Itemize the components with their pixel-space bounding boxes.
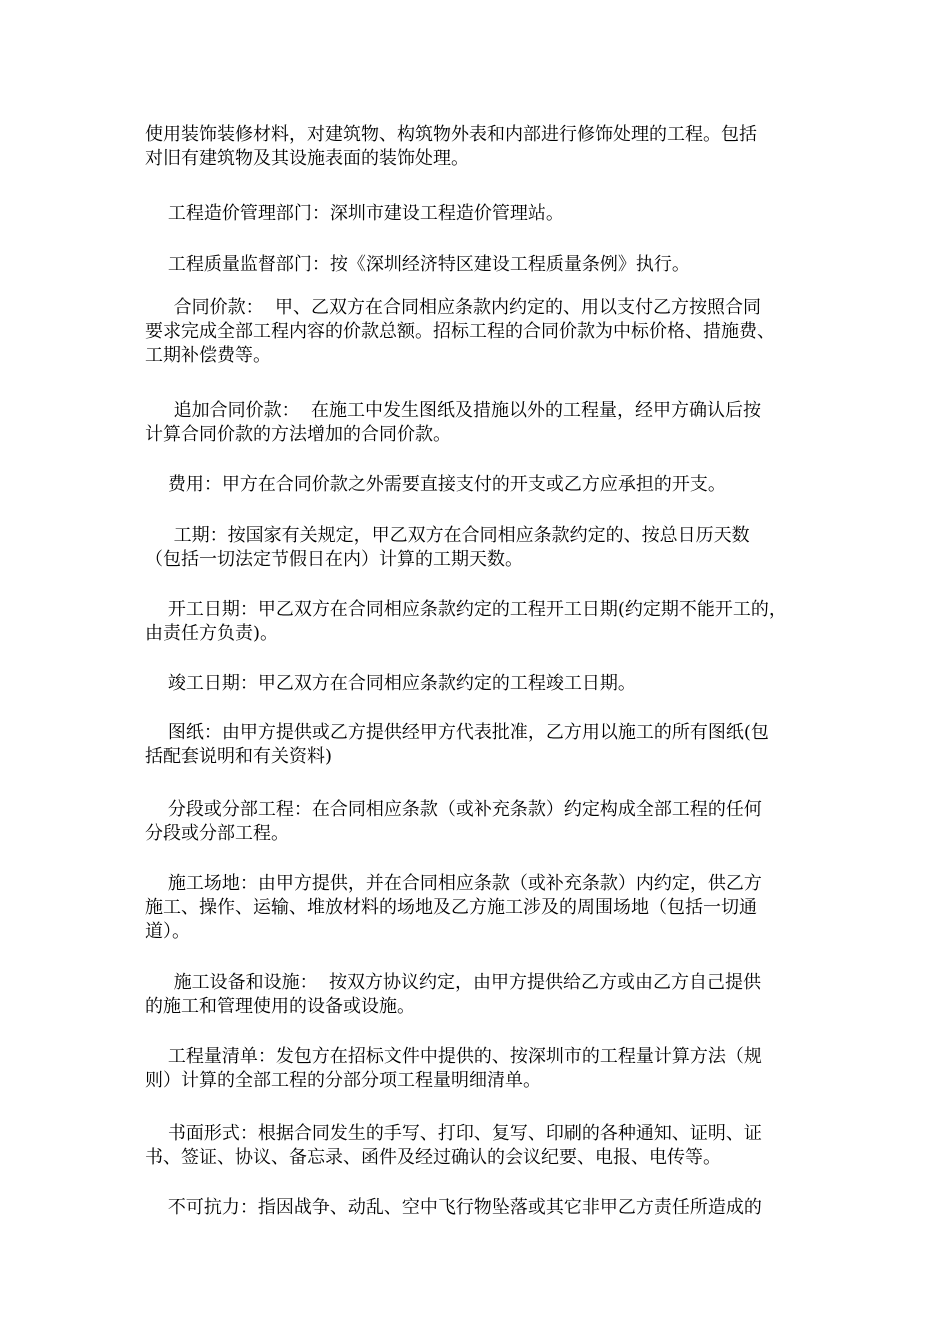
text-line: 开工日期：甲乙双方在合同相应条款约定的工程开工日期(约定期不能开工的， [145, 599, 787, 620]
paragraph-bill-of-quantities [145, 1045, 825, 1093]
paragraph-sections [145, 798, 825, 846]
text-line: 分段或分部工程。 [145, 823, 289, 844]
paragraph-force-majeure [145, 1196, 825, 1220]
paragraph-quality-supervision-dept [145, 253, 825, 277]
paragraph-construction-period [145, 524, 825, 572]
text-line: 分段或分部工程：在合同相应条款（或补充条款）约定构成全部工程的任何 [145, 799, 762, 820]
paragraph-additional-contract-price [145, 399, 825, 447]
paragraph-decoration-definition [145, 123, 825, 171]
paragraph-contract-price [145, 296, 825, 368]
paragraph-cost-management-dept [145, 202, 825, 226]
text-line: 费用：甲方在合同价款之外需要直接支付的开支或乙方应承担的开支。 [145, 474, 726, 495]
text-line: 施工设备和设施： 按双方协议约定，由甲方提供给乙方或由乙方自己提供 [145, 972, 762, 993]
paragraph-equipment-facilities [145, 971, 825, 1019]
text-line: 计算合同价款的方法增加的合同价款。 [145, 424, 451, 445]
text-line: 施工场地：由甲方提供，并在合同相应条款（或补充条款）内约定，供乙方 [145, 873, 762, 894]
text-line: 书、签证、协议、备忘录、函件及经过确认的会议纪要、电报、电传等。 [145, 1147, 721, 1168]
text-line: 的施工和管理使用的设备或设施。 [145, 996, 415, 1017]
text-line: 书面形式：根据合同发生的手写、打印、复写、印刷的各种通知、证明、证 [145, 1123, 762, 1144]
text-line: 合同价款： 甲、乙双方在合同相应条款内约定的、用以支付乙方按照合同 [145, 297, 762, 318]
paragraph-expenses [145, 473, 825, 497]
text-line: 使用装饰装修材料，对建筑物、构筑物外表和内部进行修饰处理的工程。包括 [145, 124, 757, 145]
text-line: 工程量清单：发包方在招标文件中提供的、按深圳市的工程量计算方法（规 [145, 1046, 762, 1067]
text-line: 括配套说明和有关资料) [145, 746, 333, 767]
text-line: 对旧有建筑物及其设施表面的装饰处理。 [145, 148, 469, 169]
text-line: 施工、操作、运输、堆放材料的场地及乙方施工涉及的周围场地（包括一切通 [145, 897, 757, 918]
paragraph-construction-site [145, 872, 825, 944]
text-line: 由责任方负责)。 [145, 623, 279, 644]
text-line: （包括一切法定节假日在内）计算的工期天数。 [145, 549, 523, 570]
text-line: 工期：按国家有关规定，甲乙双方在合同相应条款约定的、按总日历天数 [145, 525, 750, 546]
text-line: 不可抗力：指因战争、动乱、空中飞行物坠落或其它非甲乙方责任所造成的 [145, 1197, 762, 1218]
text-line: 工期补偿费等。 [145, 345, 271, 366]
text-line: 工程造价管理部门：深圳市建设工程造价管理站。 [145, 203, 564, 224]
text-line: 图纸：由甲方提供或乙方提供经甲方代表批准，乙方用以施工的所有图纸(包 [145, 722, 769, 743]
text-line: 竣工日期：甲乙双方在合同相应条款约定的工程竣工日期。 [145, 673, 636, 694]
text-line: 要求完成全部工程内容的价款总额。招标工程的合同价款为中标价格、措施费、 [145, 321, 775, 342]
paragraph-start-date [145, 598, 825, 646]
text-line: 道）。 [145, 921, 190, 942]
paragraph-written-form [145, 1122, 825, 1170]
text-line: 追加合同价款： 在施工中发生图纸及措施以外的工程量，经甲方确认后按 [145, 400, 762, 421]
text-line: 则）计算的全部工程的分部分项工程量明细清单。 [145, 1070, 541, 1091]
paragraph-completion-date [145, 672, 825, 696]
text-line: 工程质量监督部门：按《深圳经济特区建设工程质量条例》执行。 [145, 254, 690, 275]
paragraph-drawings [145, 721, 825, 769]
